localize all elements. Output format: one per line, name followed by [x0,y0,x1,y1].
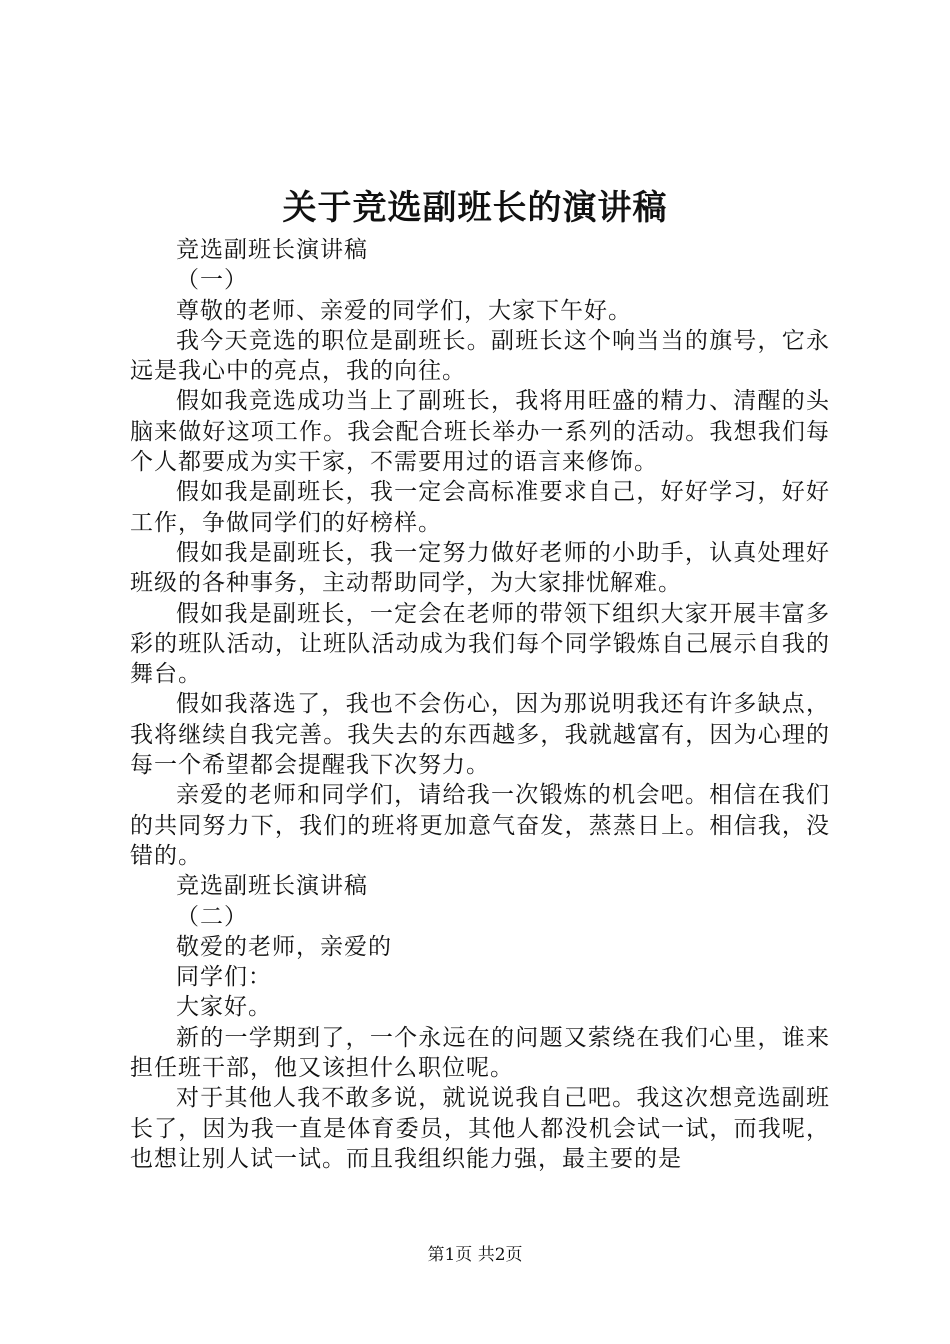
paragraph: 新的一学期到了，一个永远在的问题又萦绕在我们心里，谁来担任班干部，他又该担什么职位呢。 [130,1024,830,1082]
paragraph: 我今天竞选的职位是副班长。副班长这个响当当的旗号，它永远是我心中的亮点，我的向往。 [130,327,830,385]
paragraph: 尊敬的老师、亲爱的同学们，大家下午好。 [176,297,632,324]
page-number-footer: 第1页 共2页 [427,1245,523,1265]
paragraph: 假如我是副班长，我一定努力做好老师的小助手，认真处理好班级的各种事务，主动帮助同学，为大家排忧解难。 [130,539,830,597]
paragraph: 假如我是副班长，我一定会高标准要求自己，好好学习，好好工作，争做同学们的好榜样。 [130,479,830,536]
paragraph: 竞选副班长演讲稿 [176,873,368,900]
paragraph: 敬爱的老师，亲爱的 [176,933,392,960]
paragraph: 竞选副班长演讲稿 [176,237,368,263]
document-body [130,235,830,1174]
paragraph: 假如我落选了，我也不会伤心，因为那说明我还有许多缺点，我将继续自我完善。我失去的东西越多，我就越富有，因为心理的每一个希望都会提醒我下次努力。 [130,691,830,779]
paragraph: 亲爱的老师和同学们，请给我一次锻炼的机会吧。相信在我们的共同努力下，我们的班将更加意气奋发，蒸蒸日上。相信我，没错的。 [130,782,830,869]
paragraph: 假如我竞选成功当上了副班长，我将用旺盛的精力、清醒的头脑来做好这项工作。我会配合班长举办一系列的活动。我想我们每个人都要成为实干家，不需要用过的语言来修饰。 [130,388,830,476]
paragraph: 假如我是副班长，一定会在老师的带领下组织大家开展丰富多彩的班队活动，让班队活动成为我们每个同学锻炼自己展示自我的舞台。 [130,600,830,688]
paragraph: 对于其他人我不敢多说，就说说我自己吧。我这次想竞选副班长了，因为我一直是体育委员，其他人都没机会试一试，而我呢，也想让别人试一试。而且我组织能力强，最主要的是 [130,1085,830,1172]
paragraph: （一） [176,267,248,294]
paragraph: （二） [176,903,248,930]
document-title: 关于竞选副班长的演讲稿 [282,188,668,228]
paragraph: 大家好。 [176,994,272,1021]
paragraph: 同学们： [176,964,272,991]
